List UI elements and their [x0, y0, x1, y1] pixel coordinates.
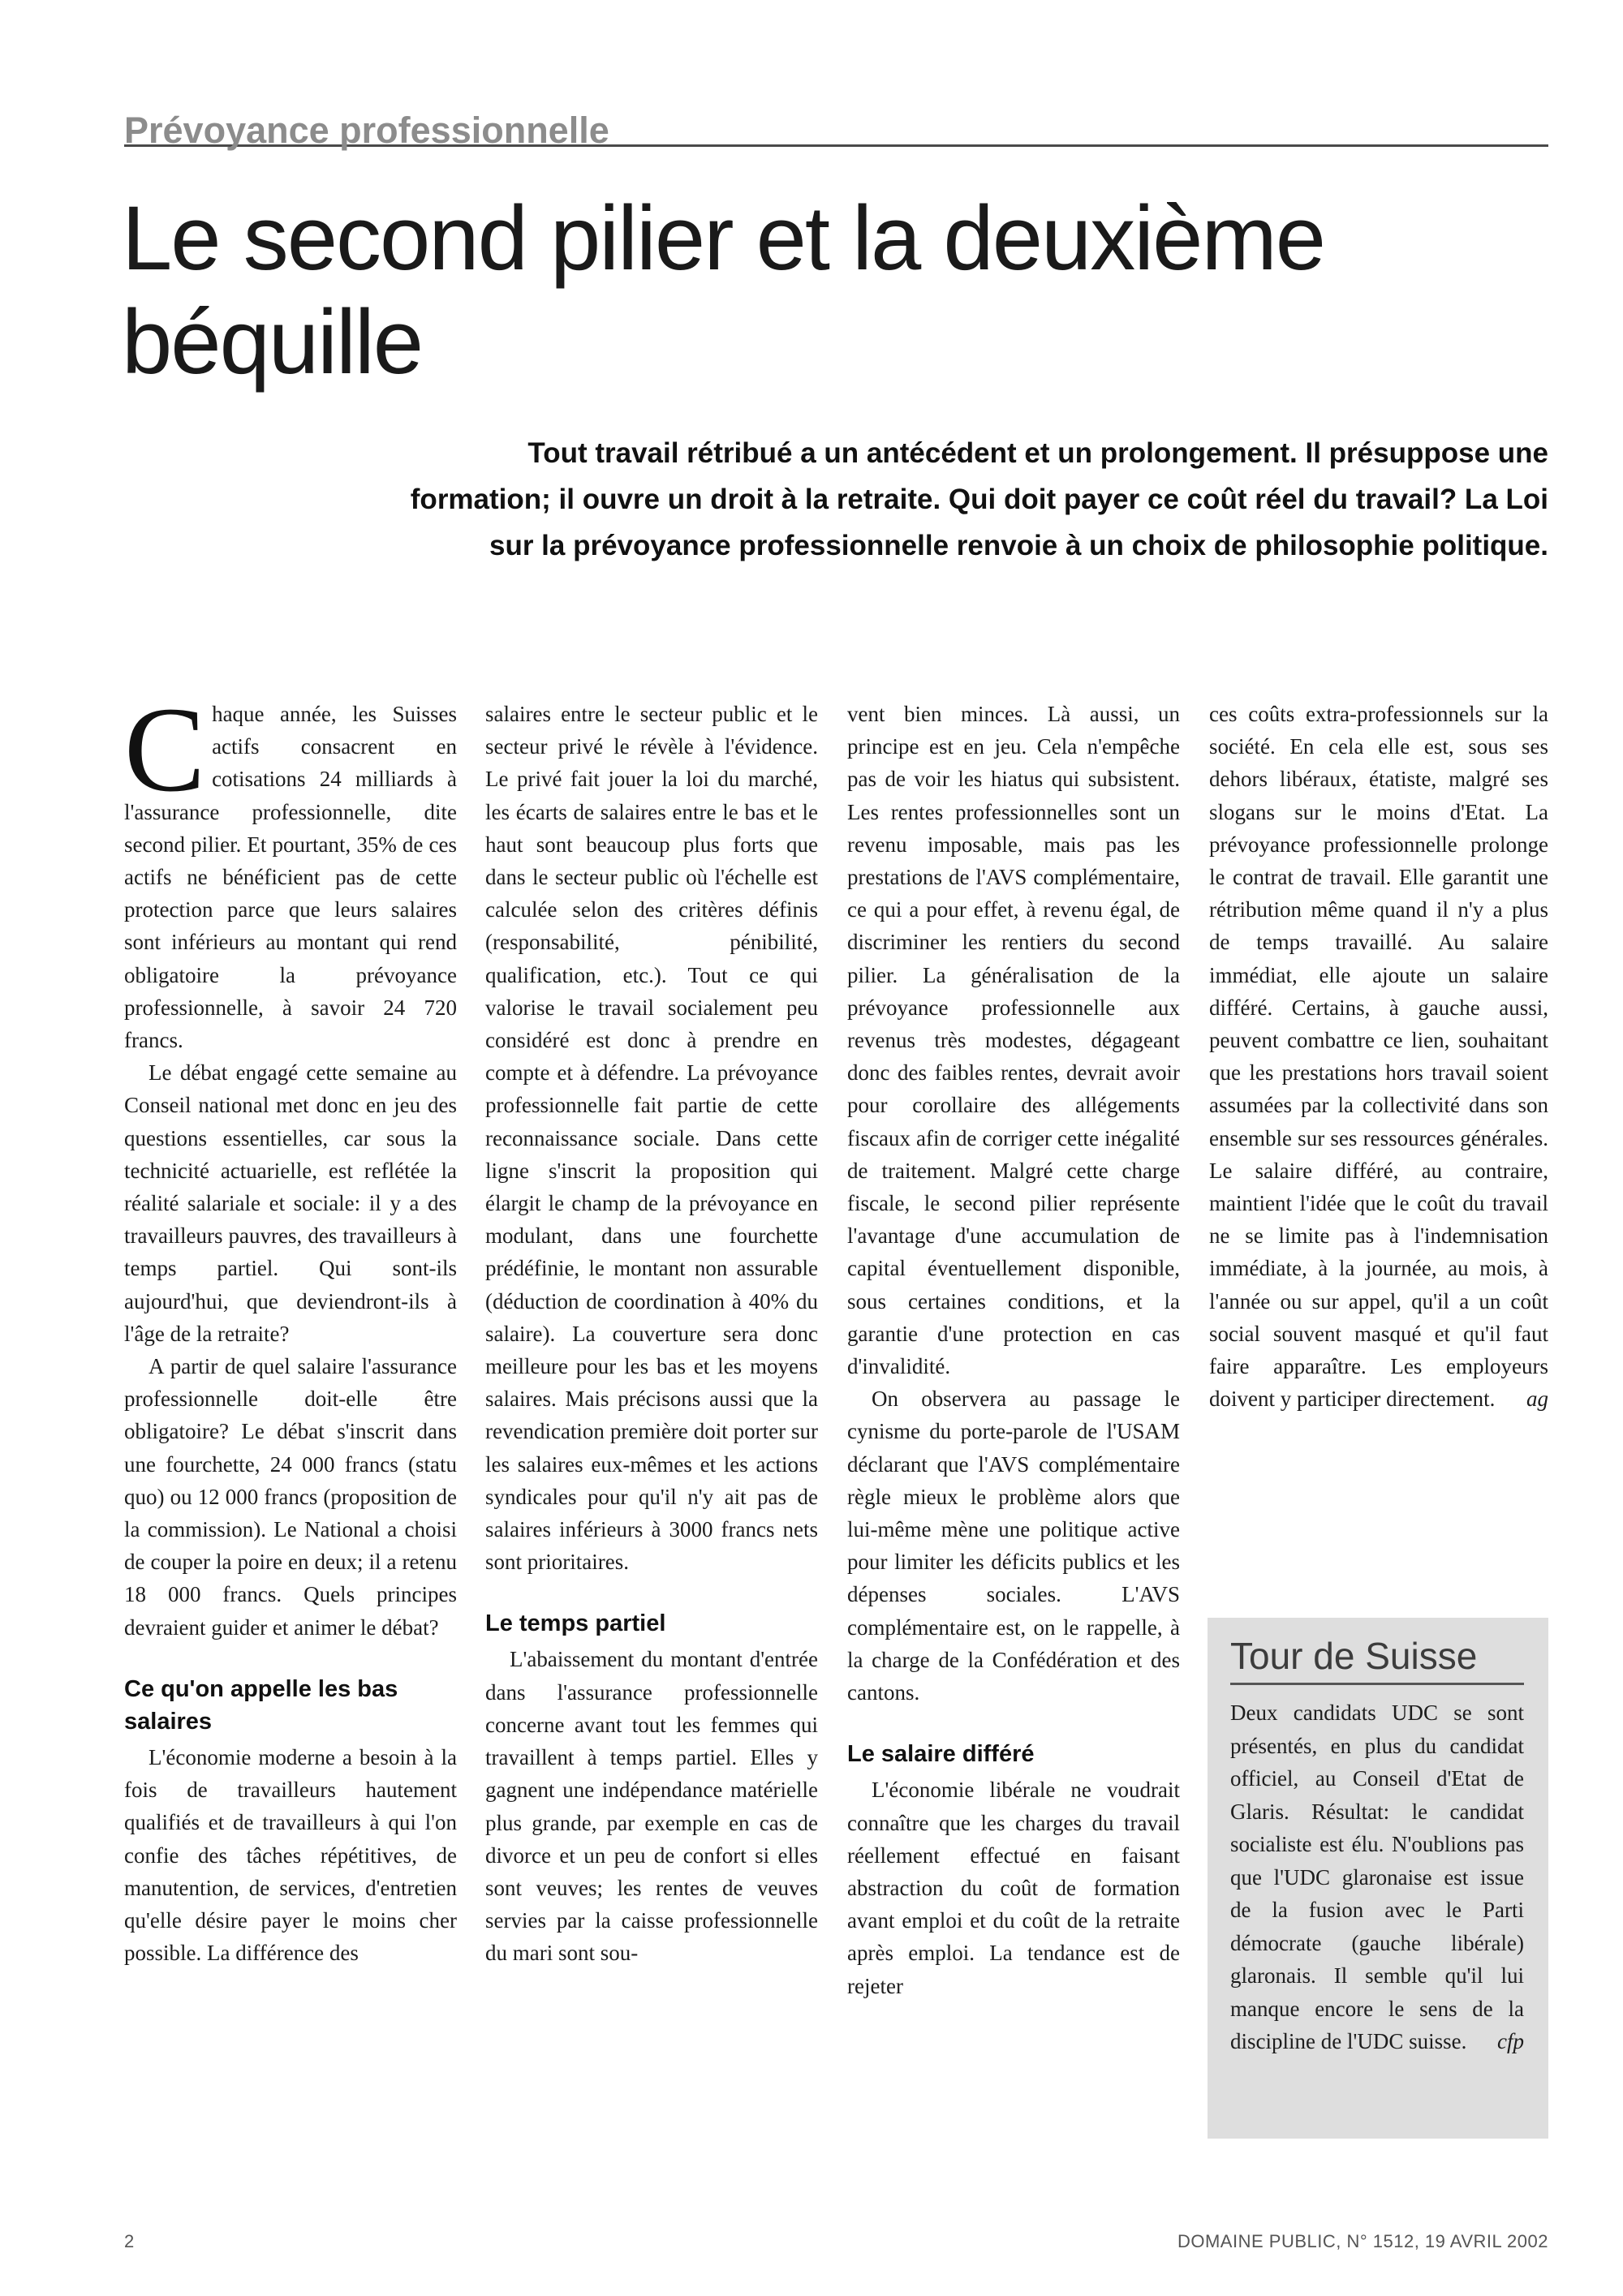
sidebar-body — [1230, 1696, 1524, 2058]
drop-cap: C — [124, 682, 206, 817]
paragraph — [124, 682, 457, 1056]
rubric-label: Prévoyance professionnelle — [124, 110, 609, 151]
paragraph: L'économie moderne a besoin à la fois de travailleurs hautement qualifiés et de travailleurs à qui l'on confie des tâches répétitives, de manutention, de services, d'entretien qu'elle désire payer le moins cher possible. La différence des — [124, 1744, 457, 1966]
paragraph: A partir de quel salaire l'assurance professionnelle doit-elle être obligatoire? Le débat s'inscrit dans une fourchette, 24 000 francs (statu quo) ou 12 000 francs (proposition de la commission). Le National a choisi de couper la poire en deux; il a retenu 18 000 francs. Quels principes devraient guider et animer le débat? — [124, 1354, 457, 1640]
page-number: 2 — [124, 2231, 135, 2251]
column-3 — [847, 698, 1180, 2002]
sidebar-title: Tour de Suisse — [1230, 1634, 1524, 1685]
sidebar-box — [1208, 1618, 1548, 2139]
subheading: Le temps partiel — [485, 1610, 666, 1637]
paragraph — [1209, 698, 1548, 1415]
paragraph: Le débat engagé cette semaine au Conseil national met donc en jeu des questions essentielles, car sous la technicité actuarielle, est reflétée la réalité salariale et sociale: il y a des travailleurs pauvres, des travailleurs à temps partiel. Qui sont-ils aujourd'hui, que deviendront-ils à l'âge de la retraite? — [124, 1060, 457, 1346]
author-signature: ag — [1526, 1387, 1548, 1412]
article-lead: Tout travail rétribué a un antécédent et un prolongement. Il présuppose une formation; il ouvre un droit à la retraite. Qui doit payer ce coût réel du travail? La Loi sur la prévoyance professionnelle renvoie à un choix de philosophie politique. — [410, 437, 1548, 561]
paragraph: L'abaissement du montant d'entrée dans l'assurance professionnelle concerne avant tout les femmes qui travaillent à temps partiel. Elles y gagnent une indépendance matérielle plus grande, par exemple en cas de divorce et un peu de confort si elles sont veuves; les rentes de veuves servies par la caisse professionnelle du mari sont sou- — [485, 1647, 818, 1966]
publication-info: DOMAINE PUBLIC, N° 1512, 19 AVRIL 2002 — [1177, 2231, 1548, 2251]
paragraph: On observera au passage le cynisme du porte-parole de l'USAM déclarant que l'AVS complémentaire règle mieux le problème alors que lui-même mène une politique active pour limiter les déficits publics et les dépenses sociales. L'AVS complémentaire est, on le rappelle, à la charge de la Confédération et des cantons. — [847, 1387, 1180, 1705]
subheading: Le salaire différé — [847, 1741, 1035, 1768]
section-rubric — [124, 104, 1548, 151]
paragraph: salaires entre le secteur public et le secteur privé le révèle à l'évidence. Le privé fait jouer la loi du marché, les écarts de salaires entre le bas et le haut sont beaucoup plus forts que dans le secteur public où l'échelle est calculée selon des critères définis (responsabilité, pénibilité, qualification, etc.). Tout ce qui valorise le travail socialement peu considéré est donc à prendre en compte et à défendre. La prévoyance professionnelle fait partie de cette reconnaissance sociale. Dans cette ligne s'inscrit la proposition qui élargit le champ de la prévoyance en modulant, dans une fourchette prédéfinie, le montant non assurable (déduction de coordination à 40% du salaire). La couverture sera donc meilleure pour les bas et les moyens salaires. Mais précisons aussi que la revendication première doit porter sur les salaires eux-mêmes et les actions syndicales pour qu'il n'y ait pas de salaires inférieurs à 3000 francs nets sont prioritaires. — [485, 702, 818, 1575]
column-1 — [124, 682, 457, 1969]
column-4 — [1209, 698, 1548, 1415]
paragraph: L'économie libérale ne voudrait connaître que les charges du travail réellement effectué en faisant abstraction du coût de formation avant emploi et du coût de la retraite après emploi. La tendance est de rejeter — [847, 1778, 1180, 1998]
sidebar-text: Deux candidats UDC se sont présentés, en plus du candidat officiel, au Conseil d'Etat de Glaris. Résultat: le candidat socialiste est élu. N'oublions pas que l'UDC glaronaise est issue de la fusion avec le Parti démocrate (gauche libérale) glaronais. Il semble qu'il lui manque encore le sens de la discipline de l'UDC suisse. — [1230, 1701, 1524, 2053]
paragraph: vent bien minces. Là aussi, un principe est en jeu. Cela n'empêche pas de voir les hiatus qui subsistent. Les rentes professionnelles sont un revenu imposable, mais pas les prestations de l'AVS complémentaire, ce qui a pour effet, à revenu égal, de discriminer les rentiers du second pilier. La généralisation de la prévoyance professionnelle aux revenus très modestes, dégageant donc des faibles rentes, devrait avoir pour corollaire des allégements fiscaux afin de corriger cette inégalité de traitement. Malgré cette charge fiscale, le second pilier représente l'avantage d'une accumulation de capital éventuellement disponible, sous certaines conditions, et la garantie d'une protection en cas d'invalidité. — [847, 702, 1180, 1379]
column-2 — [485, 698, 818, 1970]
paragraph-text: ces coûts extra-professionnels sur la société. En cela elle est, sous ses dehors libéraux, étatiste, malgré ses slogans sur le moins d'Etat. La prévoyance professionnelle prolonge le contrat de travail. Elle garantit une rétribution même quand il n'y a plus de temps travaillé. Au salaire immédiat, elle ajoute un salaire différé. Certains, à gauche aussi, peuvent combattre ce lien, souhaitant que les prestations hors travail soient assumées par la collectivité dans son ensemble sur ses ressources générales. Le salaire différé, au contraire, maintient l'idée que le coût du travail ne se limite pas à l'indemnisation immédiate, à la journée, au mois, à l'année ou sur appel, qu'il a un coût social souvent masqué et qu'il faut faire apparaître. Les employeurs doivent y participer directement. — [1209, 702, 1548, 1412]
subheading: Ce qu'on appelle les bas salaires — [124, 1675, 398, 1735]
article-title: Le second pilier et la deuxième béquille — [122, 187, 1325, 393]
paragraph-text: haque année, les Suisses actifs consacrent en cotisations 24 milliards à l'assurance professionnelle, dite second pilier. Et pourtant, 35% de ces actifs ne bénéficient pas de cette protection parce que leurs salaires sont inférieurs au montant qui rend obligatoire la prévoyance professionnelle, à savoir 24 720 francs. — [124, 702, 457, 1053]
sidebar-signature: cfp — [1497, 2029, 1524, 2053]
